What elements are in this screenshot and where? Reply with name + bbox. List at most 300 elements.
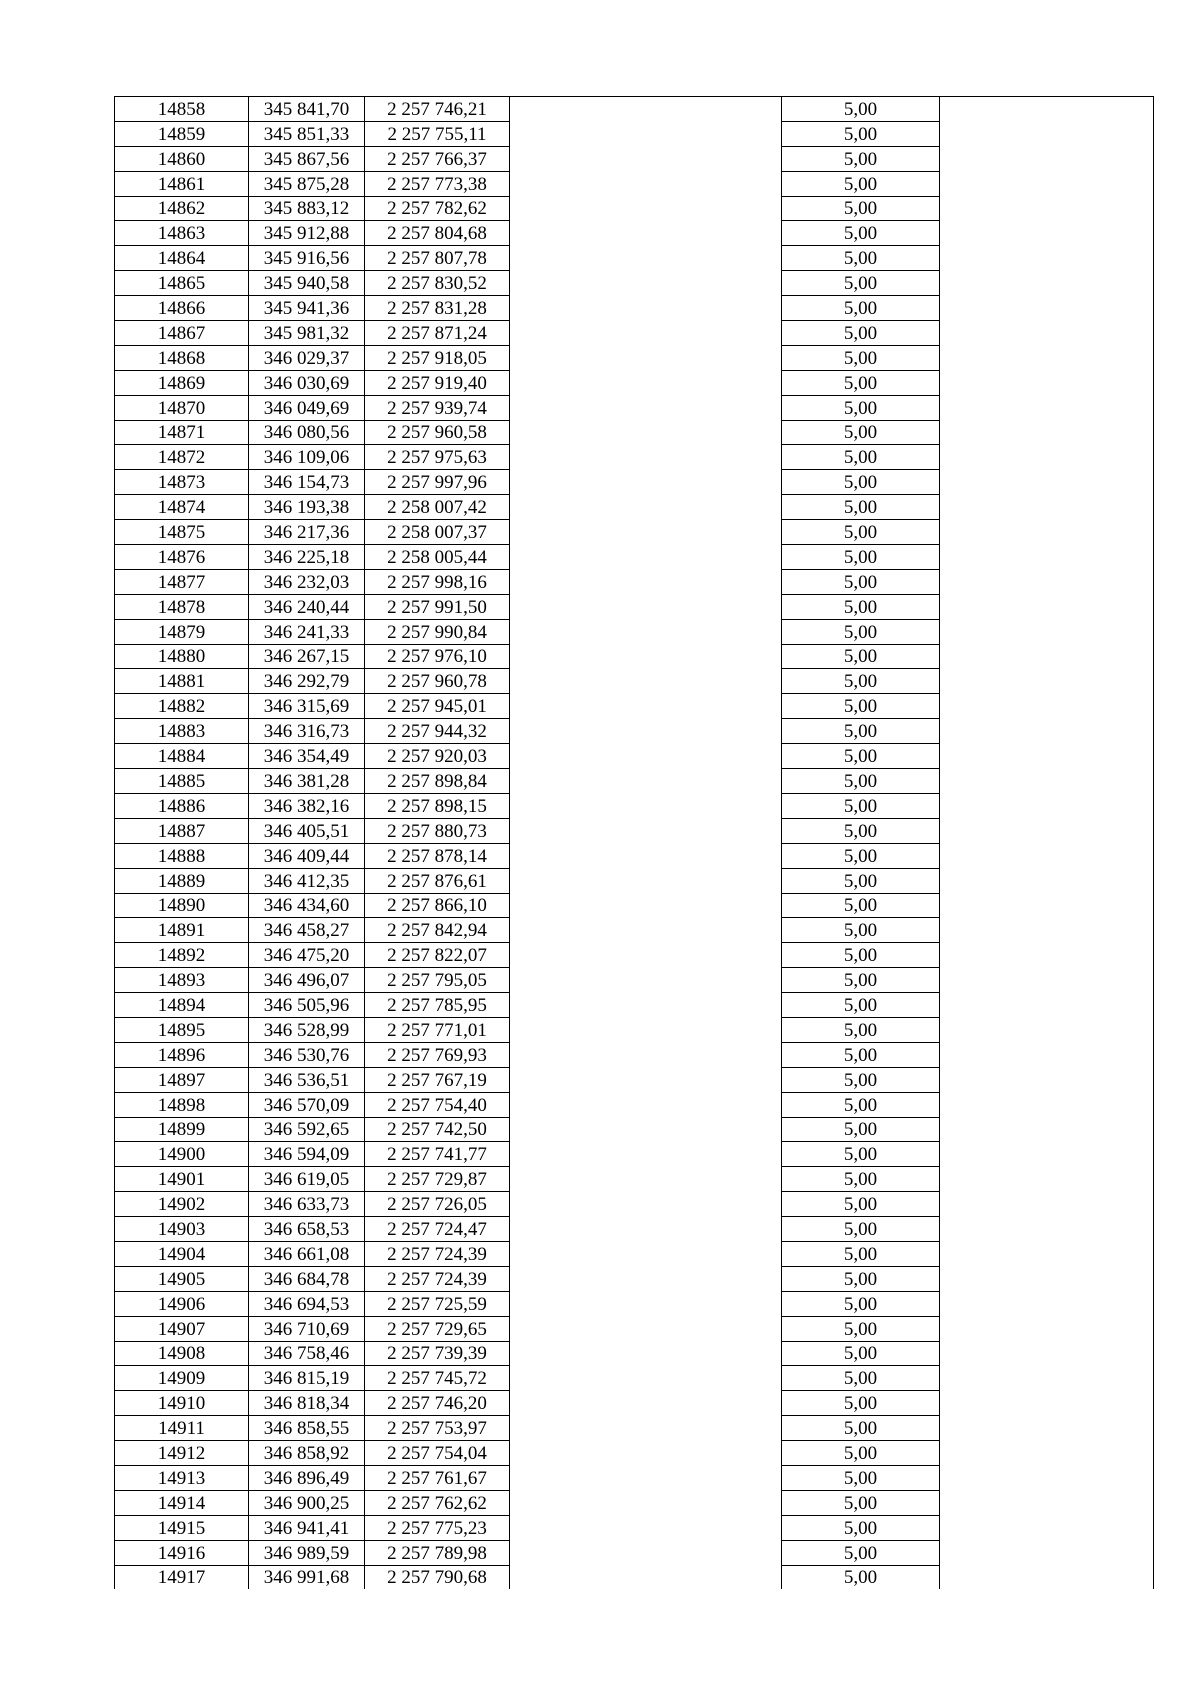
blank-cell [510,520,782,545]
blank-cell [510,1117,782,1142]
x-coordinate-cell: 346 029,37 [249,345,365,370]
blank-cell [510,1490,782,1515]
y-coordinate-cell: 2 257 742,50 [365,1117,510,1142]
x-coordinate-cell: 346 382,16 [249,793,365,818]
blank-cell [510,1465,782,1490]
point-number-cell: 14862 [115,196,249,221]
blank-cell [940,1291,1154,1316]
point-number-cell: 14886 [115,793,249,818]
point-number-cell: 14896 [115,1042,249,1067]
blank-cell [510,1217,782,1242]
blank-cell [940,868,1154,893]
blank-cell [510,321,782,346]
accuracy-cell: 5,00 [782,420,940,445]
y-coordinate-cell: 2 257 975,63 [365,445,510,470]
accuracy-cell: 5,00 [782,1241,940,1266]
y-coordinate-cell: 2 257 729,87 [365,1167,510,1192]
x-coordinate-cell: 346 458,27 [249,918,365,943]
point-number-cell: 14864 [115,246,249,271]
y-coordinate-cell: 2 257 898,15 [365,793,510,818]
x-coordinate-cell: 346 815,19 [249,1366,365,1391]
table-row [115,793,1154,818]
blank-cell [510,769,782,794]
blank-cell [510,1391,782,1416]
accuracy-cell: 5,00 [782,1167,940,1192]
y-coordinate-cell: 2 257 976,10 [365,644,510,669]
y-coordinate-cell: 2 258 007,37 [365,520,510,545]
accuracy-cell: 5,00 [782,1465,940,1490]
blank-cell [940,769,1154,794]
x-coordinate-cell: 346 900,25 [249,1490,365,1515]
point-number-cell: 14913 [115,1465,249,1490]
accuracy-cell: 5,00 [782,619,940,644]
accuracy-cell: 5,00 [782,271,940,296]
blank-cell [940,321,1154,346]
accuracy-cell: 5,00 [782,744,940,769]
blank-cell [510,445,782,470]
point-number-cell: 14884 [115,744,249,769]
blank-cell [940,445,1154,470]
table-row [115,1465,1154,1490]
point-number-cell: 14909 [115,1366,249,1391]
point-number-cell: 14917 [115,1565,249,1589]
blank-cell [510,470,782,495]
x-coordinate-cell: 346 858,92 [249,1441,365,1466]
accuracy-cell: 5,00 [782,1217,940,1242]
blank-cell [940,843,1154,868]
table-row [115,918,1154,943]
blank-cell [940,1017,1154,1042]
accuracy-cell: 5,00 [782,520,940,545]
table-row [115,868,1154,893]
blank-cell [940,744,1154,769]
y-coordinate-cell: 2 257 866,10 [365,893,510,918]
point-number-cell: 14903 [115,1217,249,1242]
blank-cell [940,818,1154,843]
table-row [115,121,1154,146]
point-number-cell: 14879 [115,619,249,644]
accuracy-cell: 5,00 [782,818,940,843]
point-number-cell: 14866 [115,296,249,321]
blank-cell [940,619,1154,644]
blank-cell [510,968,782,993]
table-row [115,1565,1154,1589]
coordinates-table [114,96,1154,1589]
y-coordinate-cell: 2 257 771,01 [365,1017,510,1042]
table-row [115,769,1154,794]
blank-cell [940,395,1154,420]
point-number-cell: 14858 [115,97,249,122]
accuracy-cell: 5,00 [782,370,940,395]
point-number-cell: 14863 [115,221,249,246]
table-row [115,1067,1154,1092]
accuracy-cell: 5,00 [782,196,940,221]
blank-cell [510,1142,782,1167]
blank-cell [510,893,782,918]
y-coordinate-cell: 2 257 753,97 [365,1416,510,1441]
x-coordinate-cell: 346 633,73 [249,1192,365,1217]
blank-cell [940,196,1154,221]
y-coordinate-cell: 2 257 789,98 [365,1540,510,1565]
y-coordinate-cell: 2 257 998,16 [365,569,510,594]
blank-cell [940,669,1154,694]
y-coordinate-cell: 2 257 876,61 [365,868,510,893]
blank-cell [940,545,1154,570]
accuracy-cell: 5,00 [782,893,940,918]
y-coordinate-cell: 2 257 960,78 [365,669,510,694]
y-coordinate-cell: 2 257 880,73 [365,818,510,843]
table-row [115,196,1154,221]
x-coordinate-cell: 346 315,69 [249,694,365,719]
blank-cell [510,1441,782,1466]
x-coordinate-cell: 346 049,69 [249,395,365,420]
x-coordinate-cell: 346 232,03 [249,569,365,594]
point-number-cell: 14881 [115,669,249,694]
blank-cell [510,744,782,769]
blank-cell [940,495,1154,520]
blank-cell [510,1540,782,1565]
table-row [115,271,1154,296]
y-coordinate-cell: 2 257 725,59 [365,1291,510,1316]
x-coordinate-cell: 346 217,36 [249,520,365,545]
y-coordinate-cell: 2 257 775,23 [365,1515,510,1540]
accuracy-cell: 5,00 [782,1017,940,1042]
accuracy-cell: 5,00 [782,1291,940,1316]
y-coordinate-cell: 2 257 741,77 [365,1142,510,1167]
point-number-cell: 14874 [115,495,249,520]
point-number-cell: 14900 [115,1142,249,1167]
point-number-cell: 14890 [115,893,249,918]
accuracy-cell: 5,00 [782,968,940,993]
y-coordinate-cell: 2 257 990,84 [365,619,510,644]
blank-cell [510,221,782,246]
table-row [115,1540,1154,1565]
blank-cell [510,868,782,893]
blank-cell [940,171,1154,196]
table-row [115,719,1154,744]
x-coordinate-cell: 346 267,15 [249,644,365,669]
x-coordinate-cell: 346 240,44 [249,594,365,619]
x-coordinate-cell: 346 694,53 [249,1291,365,1316]
table-row [115,1490,1154,1515]
blank-cell [940,97,1154,122]
blank-cell [510,644,782,669]
blank-cell [510,296,782,321]
point-number-cell: 14899 [115,1117,249,1142]
y-coordinate-cell: 2 257 918,05 [365,345,510,370]
point-number-cell: 14898 [115,1092,249,1117]
point-number-cell: 14895 [115,1017,249,1042]
point-number-cell: 14872 [115,445,249,470]
point-number-cell: 14908 [115,1341,249,1366]
accuracy-cell: 5,00 [782,1540,940,1565]
point-number-cell: 14911 [115,1416,249,1441]
table-row [115,1241,1154,1266]
table-row [115,1291,1154,1316]
x-coordinate-cell: 346 818,34 [249,1391,365,1416]
blank-cell [940,1391,1154,1416]
point-number-cell: 14865 [115,271,249,296]
x-coordinate-cell: 346 434,60 [249,893,365,918]
blank-cell [940,370,1154,395]
blank-cell [510,121,782,146]
table-row [115,1017,1154,1042]
point-number-cell: 14883 [115,719,249,744]
blank-cell [510,594,782,619]
accuracy-cell: 5,00 [782,694,940,719]
blank-cell [940,271,1154,296]
y-coordinate-cell: 2 258 007,42 [365,495,510,520]
y-coordinate-cell: 2 257 761,67 [365,1465,510,1490]
x-coordinate-cell: 345 875,28 [249,171,365,196]
point-number-cell: 14869 [115,370,249,395]
x-coordinate-cell: 346 991,68 [249,1565,365,1589]
y-coordinate-cell: 2 257 919,40 [365,370,510,395]
table-row [115,1441,1154,1466]
accuracy-cell: 5,00 [782,321,940,346]
x-coordinate-cell: 346 989,59 [249,1540,365,1565]
x-coordinate-cell: 346 941,41 [249,1515,365,1540]
blank-cell [940,221,1154,246]
point-number-cell: 14897 [115,1067,249,1092]
accuracy-cell: 5,00 [782,97,940,122]
point-number-cell: 14870 [115,395,249,420]
blank-cell [940,968,1154,993]
blank-cell [510,993,782,1018]
table-row [115,694,1154,719]
x-coordinate-cell: 346 193,38 [249,495,365,520]
x-coordinate-cell: 345 941,36 [249,296,365,321]
y-coordinate-cell: 2 257 755,11 [365,121,510,146]
accuracy-cell: 5,00 [782,793,940,818]
blank-cell [510,545,782,570]
y-coordinate-cell: 2 257 785,95 [365,993,510,1018]
blank-cell [940,345,1154,370]
blank-cell [940,1565,1154,1589]
table-row [115,669,1154,694]
table-row [115,1341,1154,1366]
point-number-cell: 14902 [115,1192,249,1217]
y-coordinate-cell: 2 257 769,93 [365,1042,510,1067]
accuracy-cell: 5,00 [782,719,940,744]
y-coordinate-cell: 2 257 739,39 [365,1341,510,1366]
point-number-cell: 14867 [115,321,249,346]
blank-cell [510,370,782,395]
accuracy-cell: 5,00 [782,1192,940,1217]
accuracy-cell: 5,00 [782,445,940,470]
point-number-cell: 14887 [115,818,249,843]
accuracy-cell: 5,00 [782,171,940,196]
blank-cell [510,918,782,943]
blank-cell [510,171,782,196]
blank-cell [940,470,1154,495]
table-row [115,470,1154,495]
point-number-cell: 14893 [115,968,249,993]
accuracy-cell: 5,00 [782,1441,940,1466]
table-row [115,744,1154,769]
blank-cell [510,1192,782,1217]
accuracy-cell: 5,00 [782,993,940,1018]
x-coordinate-cell: 346 858,55 [249,1416,365,1441]
table-row [115,246,1154,271]
y-coordinate-cell: 2 257 804,68 [365,221,510,246]
x-coordinate-cell: 346 109,06 [249,445,365,470]
x-coordinate-cell: 346 381,28 [249,769,365,794]
x-coordinate-cell: 346 758,46 [249,1341,365,1366]
accuracy-cell: 5,00 [782,594,940,619]
x-coordinate-cell: 345 912,88 [249,221,365,246]
y-coordinate-cell: 2 257 830,52 [365,271,510,296]
blank-cell [940,918,1154,943]
blank-cell [940,893,1154,918]
x-coordinate-cell: 346 658,53 [249,1217,365,1242]
point-number-cell: 14888 [115,843,249,868]
y-coordinate-cell: 2 257 754,04 [365,1441,510,1466]
point-number-cell: 14892 [115,943,249,968]
table-row [115,395,1154,420]
x-coordinate-cell: 346 684,78 [249,1266,365,1291]
x-coordinate-cell: 345 981,32 [249,321,365,346]
y-coordinate-cell: 2 257 960,58 [365,420,510,445]
point-number-cell: 14910 [115,1391,249,1416]
point-number-cell: 14915 [115,1515,249,1540]
x-coordinate-cell: 346 528,99 [249,1017,365,1042]
y-coordinate-cell: 2 257 795,05 [365,968,510,993]
blank-cell [940,1515,1154,1540]
x-coordinate-cell: 346 405,51 [249,818,365,843]
accuracy-cell: 5,00 [782,296,940,321]
blank-cell [510,818,782,843]
blank-cell [940,1092,1154,1117]
blank-cell [940,943,1154,968]
table-row [115,1142,1154,1167]
accuracy-cell: 5,00 [782,1117,940,1142]
y-coordinate-cell: 2 257 746,21 [365,97,510,122]
x-coordinate-cell: 346 316,73 [249,719,365,744]
table-row [115,420,1154,445]
blank-cell [940,793,1154,818]
y-coordinate-cell: 2 257 807,78 [365,246,510,271]
y-coordinate-cell: 2 257 766,37 [365,146,510,171]
blank-cell [510,196,782,221]
y-coordinate-cell: 2 257 773,38 [365,171,510,196]
table-row [115,1366,1154,1391]
table-row [115,321,1154,346]
x-coordinate-cell: 346 154,73 [249,470,365,495]
accuracy-cell: 5,00 [782,1341,940,1366]
table-row [115,1217,1154,1242]
y-coordinate-cell: 2 257 746,20 [365,1391,510,1416]
blank-cell [510,1366,782,1391]
y-coordinate-cell: 2 257 871,24 [365,321,510,346]
blank-cell [940,1241,1154,1266]
blank-cell [940,1192,1154,1217]
y-coordinate-cell: 2 257 724,39 [365,1241,510,1266]
point-number-cell: 14880 [115,644,249,669]
x-coordinate-cell: 346 896,49 [249,1465,365,1490]
point-number-cell: 14878 [115,594,249,619]
x-coordinate-cell: 346 030,69 [249,370,365,395]
point-number-cell: 14891 [115,918,249,943]
accuracy-cell: 5,00 [782,1366,940,1391]
blank-cell [940,1465,1154,1490]
blank-cell [940,1416,1154,1441]
y-coordinate-cell: 2 257 782,62 [365,196,510,221]
blank-cell [510,719,782,744]
blank-cell [510,793,782,818]
table-row [115,1316,1154,1341]
y-coordinate-cell: 2 257 724,47 [365,1217,510,1242]
point-number-cell: 14906 [115,1291,249,1316]
table-row [115,1266,1154,1291]
table-row [115,370,1154,395]
blank-cell [510,420,782,445]
x-coordinate-cell: 346 496,07 [249,968,365,993]
x-coordinate-cell: 346 412,35 [249,868,365,893]
blank-cell [940,246,1154,271]
point-number-cell: 14894 [115,993,249,1018]
point-number-cell: 14905 [115,1266,249,1291]
blank-cell [510,843,782,868]
accuracy-cell: 5,00 [782,669,940,694]
y-coordinate-cell: 2 257 997,96 [365,470,510,495]
x-coordinate-cell: 345 916,56 [249,246,365,271]
y-coordinate-cell: 2 257 920,03 [365,744,510,769]
accuracy-cell: 5,00 [782,769,940,794]
blank-cell [940,1167,1154,1192]
blank-cell [940,719,1154,744]
blank-cell [940,1490,1154,1515]
accuracy-cell: 5,00 [782,644,940,669]
accuracy-cell: 5,00 [782,545,940,570]
point-number-cell: 14861 [115,171,249,196]
y-coordinate-cell: 2 257 745,72 [365,1366,510,1391]
x-coordinate-cell: 346 594,09 [249,1142,365,1167]
blank-cell [940,1266,1154,1291]
point-number-cell: 14868 [115,345,249,370]
blank-cell [510,1092,782,1117]
blank-cell [940,1142,1154,1167]
y-coordinate-cell: 2 257 878,14 [365,843,510,868]
blank-cell [510,619,782,644]
x-coordinate-cell: 346 592,65 [249,1117,365,1142]
y-coordinate-cell: 2 257 754,40 [365,1092,510,1117]
x-coordinate-cell: 346 619,05 [249,1167,365,1192]
blank-cell [940,569,1154,594]
accuracy-cell: 5,00 [782,221,940,246]
table-row [115,843,1154,868]
blank-cell [510,1416,782,1441]
x-coordinate-cell: 345 841,70 [249,97,365,122]
table-row [115,569,1154,594]
blank-cell [940,644,1154,669]
y-coordinate-cell: 2 257 767,19 [365,1067,510,1092]
x-coordinate-cell: 345 940,58 [249,271,365,296]
table-row [115,97,1154,122]
table-row [115,893,1154,918]
table-row [115,1515,1154,1540]
blank-cell [510,345,782,370]
x-coordinate-cell: 346 080,56 [249,420,365,445]
point-number-cell: 14859 [115,121,249,146]
blank-cell [510,1266,782,1291]
blank-cell [940,1067,1154,1092]
blank-cell [940,1540,1154,1565]
table-row [115,345,1154,370]
accuracy-cell: 5,00 [782,1490,940,1515]
point-number-cell: 14873 [115,470,249,495]
blank-cell [510,97,782,122]
